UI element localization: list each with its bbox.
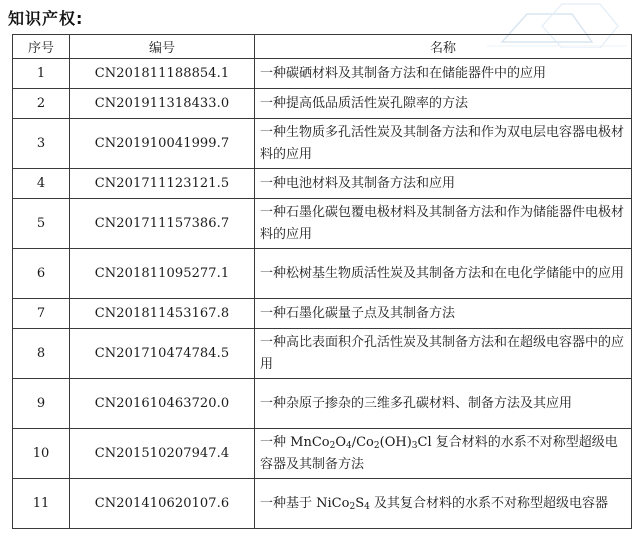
title-text: /Co [351, 434, 374, 450]
row-index: 1 [13, 59, 70, 89]
patent-title: 一种石墨化碳包覆电极材料及其制备方法和作为储能器件电极材料的应用 [255, 199, 632, 249]
patent-number: CN201811188854.1 [70, 59, 255, 89]
patent-title: 一种碳硒材料及其制备方法和在储能器件中的应用 [255, 59, 632, 89]
title-text: (OH) [379, 434, 412, 450]
patent-number: CN201610463720.0 [70, 379, 255, 429]
section-heading: 知识产权: [8, 9, 84, 28]
patent-number: CN201510207947.4 [70, 429, 255, 479]
title-text: O [335, 434, 346, 450]
patent-number: CN201711123121.5 [70, 169, 255, 199]
column-header-name: 名称 [255, 35, 632, 59]
row-index: 5 [13, 199, 70, 249]
row-index: 3 [13, 119, 70, 169]
subscript: 2 [373, 440, 380, 451]
table-row [13, 479, 632, 529]
table-header-row [13, 35, 632, 59]
patent-number: CN201410620107.6 [70, 479, 255, 529]
patent-title: 一种高比表面积介孔活性炭及其制备方法和在超级电容器中的应用 [255, 329, 632, 379]
patent-title [255, 429, 632, 479]
patent-number: CN201910041999.7 [70, 119, 255, 169]
patent-table [12, 34, 632, 529]
patent-title: 一种松树基生物质活性炭及其制备方法和在电化学储能中的应用 [255, 249, 632, 299]
subscript: 4 [346, 440, 352, 451]
title-text: Cl 复合材料的水系不对称型超级电容器及其制备方法 [260, 434, 618, 472]
row-index: 7 [13, 299, 70, 329]
patent-title: 一种电池材料及其制备方法和应用 [255, 169, 632, 199]
table-row [13, 329, 632, 379]
row-index: 9 [13, 379, 70, 429]
patent-title: 一种提高低品质活性炭孔隙率的方法 [255, 89, 632, 119]
table-row [13, 199, 632, 249]
table-row [13, 379, 632, 429]
patent-title: 一种杂原子掺杂的三维多孔碳材料、制备方法及其应用 [255, 379, 632, 429]
table-row [13, 299, 632, 329]
subscript: 2 [349, 501, 356, 512]
table-row [13, 89, 632, 119]
table-row [13, 119, 632, 169]
subscript: 3 [411, 440, 418, 451]
column-header-index: 序号 [13, 35, 70, 59]
patent-number: CN201811453167.8 [70, 299, 255, 329]
row-index: 4 [13, 169, 70, 199]
table-row [13, 249, 632, 299]
column-header-number: 编号 [70, 35, 255, 59]
title-text: S [355, 495, 365, 511]
title-text: 一种基于 NiCo [260, 495, 350, 511]
row-index: 6 [13, 249, 70, 299]
patent-title [255, 479, 632, 529]
patent-number: CN201811095277.1 [70, 249, 255, 299]
table-row [13, 429, 632, 479]
patent-number: CN201911318433.0 [70, 89, 255, 119]
table-row [13, 59, 632, 89]
subscript: 2 [329, 440, 336, 451]
patent-number: CN201710474784.5 [70, 329, 255, 379]
patent-title: 一种石墨化碳量子点及其制备方法 [255, 299, 632, 329]
table-row [13, 169, 632, 199]
row-index: 11 [13, 479, 70, 529]
row-index: 2 [13, 89, 70, 119]
patent-title: 一种生物质多孔活性炭及其制备方法和作为双电层电容器电极材料的应用 [255, 119, 632, 169]
subscript: 4 [364, 501, 370, 512]
title-text: 及其复合材料的水系不对称型超级电容器 [369, 495, 608, 511]
title-text: 一种 MnCo [260, 434, 330, 450]
patent-number: CN201711157386.7 [70, 199, 255, 249]
row-index: 8 [13, 329, 70, 379]
row-index: 10 [13, 429, 70, 479]
